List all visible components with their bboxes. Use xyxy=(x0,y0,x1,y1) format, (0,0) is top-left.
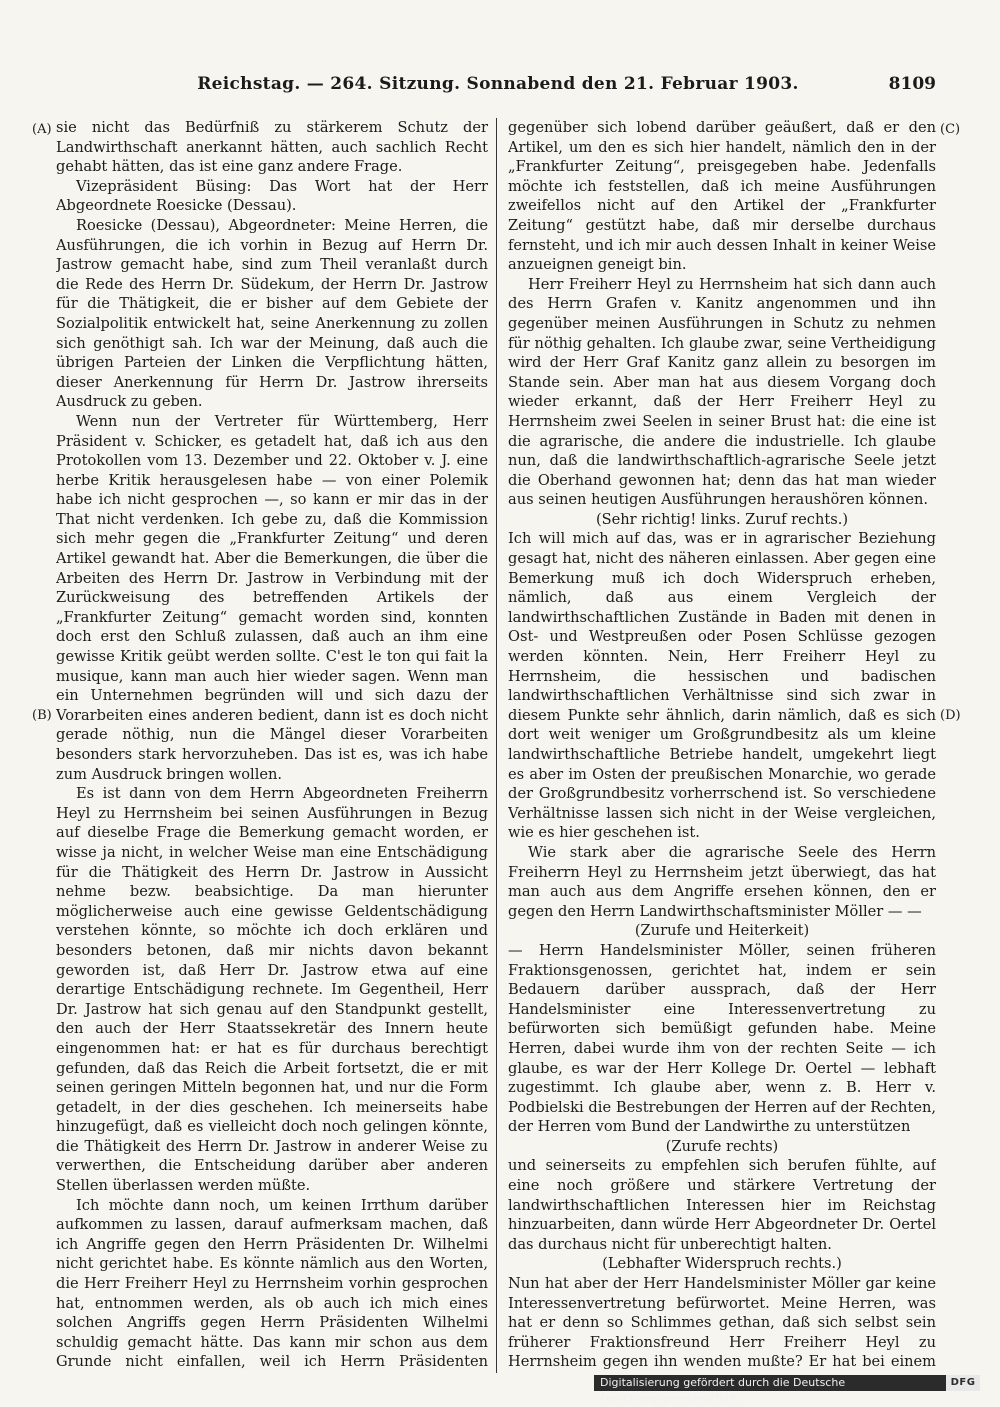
digitization-footer xyxy=(594,1375,980,1405)
interjection: (Lebhafter Widerspruch rechts.) xyxy=(602,1255,842,1273)
margin-marker-a: (A) xyxy=(32,122,52,137)
interjection: (Zurufe und Heiterkeit) xyxy=(634,922,810,940)
page-header xyxy=(60,74,936,98)
paragraph: Wie stark aber die agrarische Seele des Herrn Freiherrn Heyl zu Herrnsheim jetzt überwiegt, das hat man auch aus dem Angriffe ersehen können, den er gegen den Herrn Landwirthschaftsminister Möller — — xyxy=(508,843,936,920)
paragraph: Ich möchte dann noch, um keinen Irrthum darüber aufkommen zu lassen, darauf aufmerksam machen, daß ich Angriffe gegen den Herrn Präsidenten Dr. Wilhelmi nicht gerichtet habe. Es könnte nämlich aus den Worten, die Herr Freiherr Heyl zu Herrnsheim vorhin gesprochen hat, entnommen werden, als ob auch ich mich eines solchen Angriffs gegen Herrn Präsidenten Wilhelmi schuldig gemacht hätte. Das kann mir schon aus dem Grunde nicht einfallen, weil ich Herrn Präsidenten xyxy=(56,1196,488,1371)
paragraph: sie nicht das Bedürfniß zu stärkerem Schutz der Landwirthschaft anerkannt hätten, auch sachlich Recht gehabt hätten, das ist eine ganz andere Frage. xyxy=(56,119,488,176)
footer-text: Digitalisierung gefördert durch die Deutsche Forschungsgemeinschaft xyxy=(600,1376,846,1405)
margin-marker-c: (C) xyxy=(940,122,961,137)
margin-marker-d: (D) xyxy=(940,708,961,723)
left-column xyxy=(56,118,488,1373)
paragraph: Herr Freiherr Heyl zu Herrnsheim hat sich dann auch des Herrn Grafen v. Kanitz angenommen und ihn gegenüber meinen Ausführungen in Schutz zu nehmen für nöthig gehalten. Ich glaube zwar, seine Vertheidigung wird der Herr Graf Kanitz ganz allein zu besorgen im Stande sein. Aber man hat aus diesem Vorgang doch wieder erkannt, daß der Herr Freiherr Heyl zu Herrnsheim zwei Seelen in seiner Brust hat: die eine ist die agrarische, die andere die industrielle. Ich glaube nun, daß die landwirthschaftlich-agrarische Seele jetzt die Oberhand gewonnen hat; denn das hat man wieder aus seinen heutigen Ausführungen heraushören können. xyxy=(508,275,936,509)
paragraph: Vizepräsident Büsing: Das Wort hat der Herr Abgeordnete Roesicke (Dessau). xyxy=(56,177,488,215)
paragraph: Nun hat aber der Herr Handelsminister Möller gar keine Interessenvertretung befürwortet. Meine Herren, was hat er denn so Schlimmes gethan, daß sich selbst sein früherer Fraktionsfreund Herr Freiherr Heyl zu Herrnsheim gegen ihn wenden mußte? Er hat bei einem xyxy=(508,1275,936,1371)
dfg-logo: DFG xyxy=(946,1375,980,1391)
paragraph: Es ist dann von dem Herrn Abgeordneten Freiherrn Heyl zu Herrnsheim bei seinen Ausführungen in Bezug auf dieselbe Frage die Bemerkung gemacht worden, er wisse ja nicht, in welcher Weise man eine Entschädigung für die Thätigkeit des Herrn Dr. Jastrow in Aussicht nehme bezw. beabsichtige. Da man hierunter möglicherweise auch eine gewisse Geldentschädigung verstehen könnte, so möchte ich doch erklären und besonders betonen, daß mir nichts davon bekannt geworden ist, daß Herr Dr. Jastrow etwa auf eine derartige Entschädigung rechnete. Im Gegentheil, Herr Dr. Jastrow hat sich genau auf den Standpunkt gestellt, den auch der Herr Staatssekretär des Innern heute eingenommen hat: er hat es für durchaus berechtigt gefunden, daß das Reich die Arbeit fortsetzt, die er mit seinen geringen Mitteln begonnen hat, und nur die Form getadelt, in der dies geschehen. Ich meinerseits habe hinzugefügt, daß es vielleicht doch noch gelingen könnte, die Thätigkeit des Herrn Dr. Jastrow in anderer Weise zu verwerthen, die Entscheidung darüber aber anderen Stellen überlassen werden müßte. xyxy=(56,785,488,1195)
paragraph: gegenüber sich lobend darüber geäußert, daß er den Artikel, um den es sich hier handelt, nämlich den in der „Frankfurter Zeitung“, preisgegeben habe. Jedenfalls möchte ich feststellen, daß ich meine Ausführungen zweifellos nicht auf den Artikel der „Frankfurter Zeitung“ gestützt habe, daß mir derselbe durchaus fernsteht, und ich mir auch dessen Inhalt in keiner Weise anzueignen geneigt bin. xyxy=(508,119,936,274)
interjection: (Zurufe rechts) xyxy=(665,1137,779,1155)
paragraph: — Herrn Handelsminister Möller, seinen früheren Fraktionsgenossen, gerichtet hat, indem er sein Bedauern darüber aussprach, daß der Herr Handelsminister eine Interessenvertretung zu befürworten sich bemüßigt gefunden habe. Meine Herren, dabei wurde ihm von der rechten Seite — ich glaube, es war der Herr Kollege Dr. Oertel — lebhaft zugestimmt. Ich glaube aber, wenn z. B. Herr v. Podbielski die Bestrebungen der Herren auf der Rechten, der Herren vom Bund der Landwirthe zu unterstützen xyxy=(508,941,936,1136)
interjection: (Sehr richtig! links. Zuruf rechts.) xyxy=(595,510,849,528)
margin-marker-b: (B) xyxy=(32,708,52,723)
page-number: 8109 xyxy=(888,74,936,94)
column-divider xyxy=(496,118,497,1373)
paragraph: Ich will mich auf das, was er in agrarischer Beziehung gesagt hat, nicht des näheren einlassen. Aber gegen eine Bemerkung muß ich doch Widerspruch erheben, nämlich, daß aus einem Vergleich der landwirthschaftlichen Zustände in Baden mit denen in Ost- und Westpreußen oder Posen Schlüsse gezogen werden könnten. Nein, Herr Freiherr Heyl zu Herrnsheim, die hessischen und badischen landwirthschaftlichen Verhältnisse sind sich zwar in diesem Punkte sehr ähnlich, darin nämlich, daß es sich dort weit weniger um Großgrundbesitz als um kleine landwirthschaftliche Betriebe handelt, umgekehrt liegt es aber im Osten der preußischen Monarchie, wo gerade der Großgrundbesitz vorherrschend ist. So verschiedene Verhältnisse lassen sich nicht in der Weise vergleichen, wie es hier geschehen ist. xyxy=(508,530,936,842)
header-title: Reichstag. — 264. Sitzung. Sonnabend den 21. Februar 1903. xyxy=(197,74,799,94)
paragraph: und seinerseits zu empfehlen sich berufen fühlte, auf eine noch größere und stärkere Vertretung der landwirthschaftlichen Interessen hier im Reichstag hinzuarbeiten, dann würde Herr Abgeordneter Dr. Oertel das durchaus nicht für unberechtigt halten. xyxy=(508,1157,936,1253)
paragraph: Roesicke (Dessau), Abgeordneter: Meine Herren, die Ausführungen, die ich vorhin in Bezug auf Herrn Dr. Jastrow gemacht habe, sind zum Theil veranlaßt durch die Rede des Herrn Dr. Südekum, der Herrn Dr. Jastrow für die Thätigkeit, die er bisher auf dem Gebiete der Sozialpolitik entwickelt hat, seine Anerkennung zu zollen sich genöthigt sah. Ich war der Meinung, daß auch die übrigen Parteien der Linken die Verpflichtung hätten, dieser Anerkennung für Herrn Dr. Jastrow ihrerseits Ausdruck zu geben. xyxy=(56,216,488,411)
right-column xyxy=(508,118,936,1373)
paragraph: Wenn nun der Vertreter für Württemberg, Herr Präsident v. Schicker, es getadelt hat, daß ich aus den Protokollen vom 13. Dezember und 22. Oktober v. J. eine herbe Kritik herausgelesen habe — von einer Polemik habe ich nicht gesprochen —, so kann er mir das in der That nicht verdenken. Ich gebe zu, daß die Kommission sich mehr gegen die „Frankfurter Zeitung“ und deren Artikel gewandt hat. Aber die Bemerkungen, die über die Arbeiten des Herrn Dr. Jastrow in Verbindung mit der Zurückweisung des betreffenden Artikels der „Frankfurter Zeitung“ gemacht worden sind, konnten doch erst den Schluß zulassen, daß auch an ihm eine gewisse Kritik geübt werden sollte. C'est le ton qui fait la musique, kann man auch hier wieder sagen. Wenn man ein Unternehmen begründen will und sich dazu der Vorarbeiten eines anderen bedient, dann ist es doch nicht gerade nöthig, nun die Mängel dieser Vorarbeiten besonders stark hervorzuheben. Das ist es, was ich habe zum Ausdruck bringen wollen. xyxy=(56,412,488,783)
